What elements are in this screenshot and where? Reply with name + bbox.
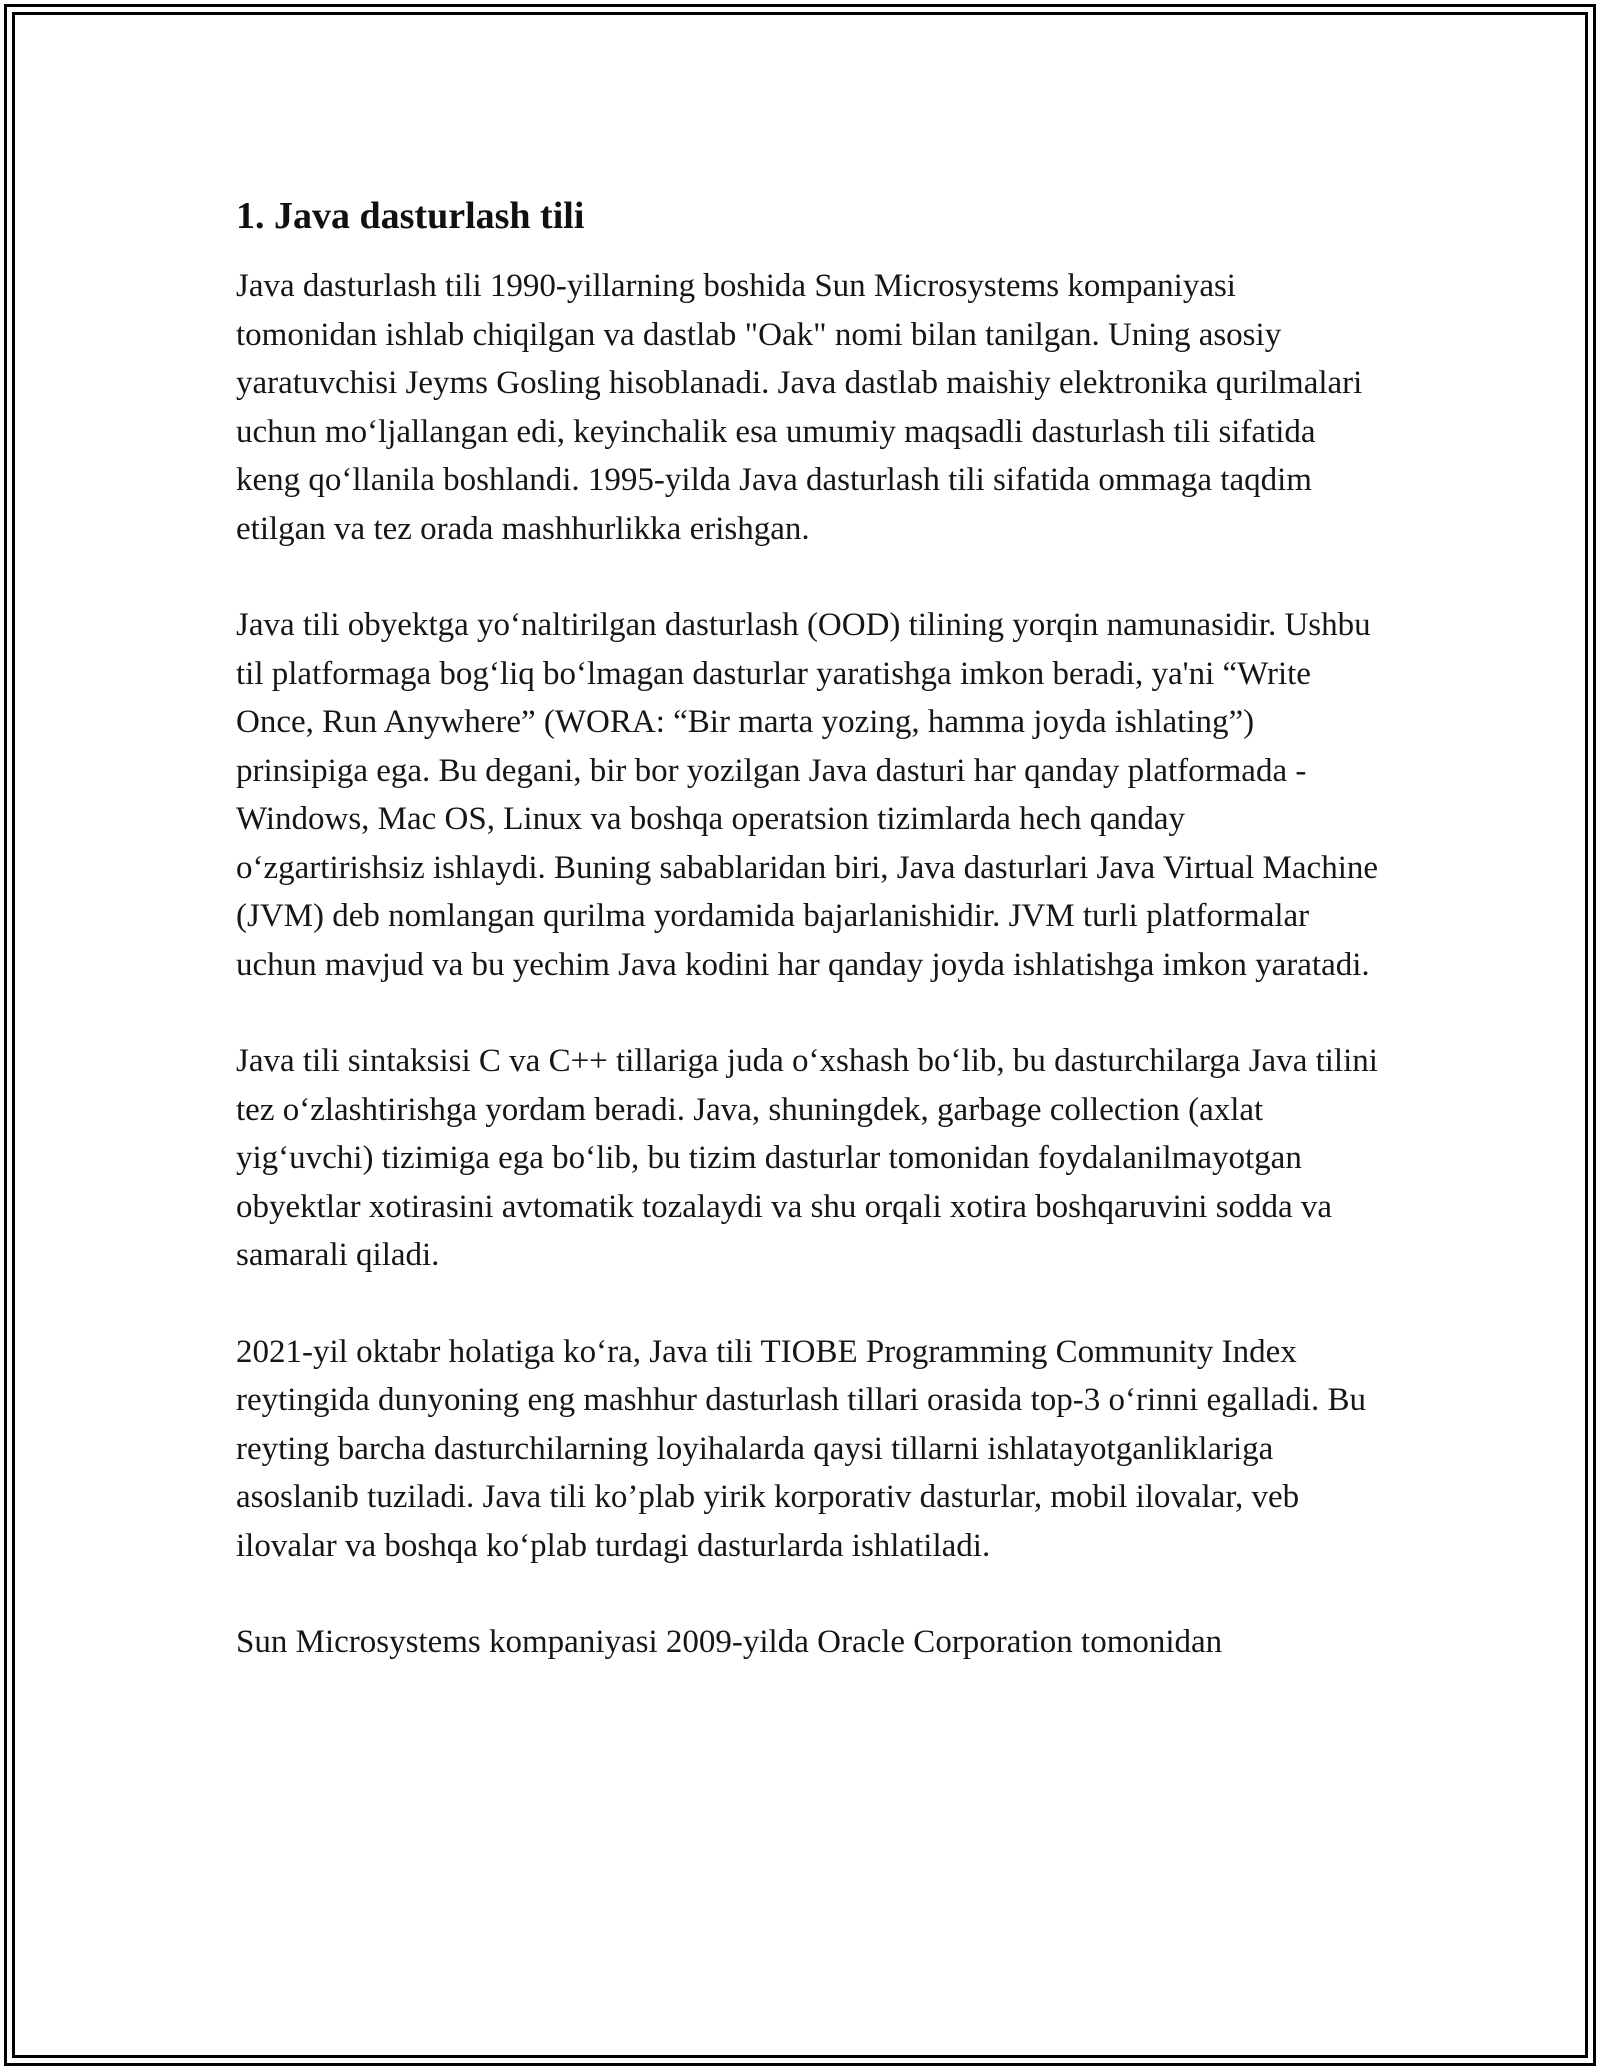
paragraph-tiobe: 2021-yil oktabr holatiga koʻra, Java tili TIOBE Programming Community Index reytingida dunyoning eng mashhur dasturlash tillari orasida top-3 oʻrinni egalladi. Bu reyting barcha dasturchilarning loyihalarda qaysi tillarni ishlatayotganliklariga asoslanib tuziladi. Java tili ko’plab yirik korporativ dasturlar, mobil ilovalar, veb ilovalar va boshqa koʻplab turdagi dasturlarda ishlatiladi. — [236, 1333, 1367, 1564]
section-heading: 1. Java dasturlash tili — [236, 195, 585, 237]
paragraph-oracle: Sun Microsystems kompaniyasi 2009-yilda Oracle Corporation tomonidan — [236, 1624, 1223, 1660]
paragraph-history: Java dasturlash tili 1990-yillarning boshida Sun Microsystems kompaniyasi tomonidan ishlab chiqilgan va dastlab "Oak" nomi bilan tanilgan. Uning asosiy yaratuvchisi Jeyms Gosling hisoblanadi. Java dastlab maishiy elektronika qurilmalari uchun moʻljallangan edi, keyinchalik esa umumiy maqsadli dasturlash tili sifatida keng qoʻllanila boshlandi. 1995-yilda Java dasturlash tili sifatida ommaga taqdim etilgan va tez orada mashhurlikka erishgan. — [236, 268, 1363, 547]
document-body — [236, 190, 1381, 1715]
paragraph-syntax-gc: Java tili sintaksisi C va C++ tillariga juda oʻxshash boʻlib, bu dasturchilarga Java tilini tez oʻzlashtirishga yordam beradi. Java, shuningdek, garbage collection (axlat yigʻuvchi) tizimiga ega boʻlib, bu tizim dasturlar tomonidan foydalanilmayotgan obyektlar xotirasini avtomatik tozalaydi va shu orqali xotira boshqaruvini sodda va samarali qiladi. — [236, 1043, 1378, 1273]
paragraph-oop-wora: Java tili obyektga yoʻnaltirilgan dasturlash (OOD) tilining yorqin namunasidir. Ushbu til platformaga bogʻliq boʻlmagan dasturlar yaratishga imkon beradi, ya'ni “Write Once, Run Anywhere” (WORA: “Bir marta yozing, hamma joyda ishlating”) prinsipiga ega. Bu degani, bir bor yozilgan Java dasturi har qanday platformada - Windows, Mac OS, Linux va boshqa operatsion tizimlarda hech qanday oʻzgartirishsiz ishlaydi. Buning sabablaridan biri, Java dasturlari Java Virtual Machine (JVM) deb nomlangan qurilma yordamida bajarlanishidir. JVM turli platformalar uchun mavjud va bu yechim Java kodini har qanday joyda ishlatishga imkon yaratadi. — [236, 607, 1379, 983]
